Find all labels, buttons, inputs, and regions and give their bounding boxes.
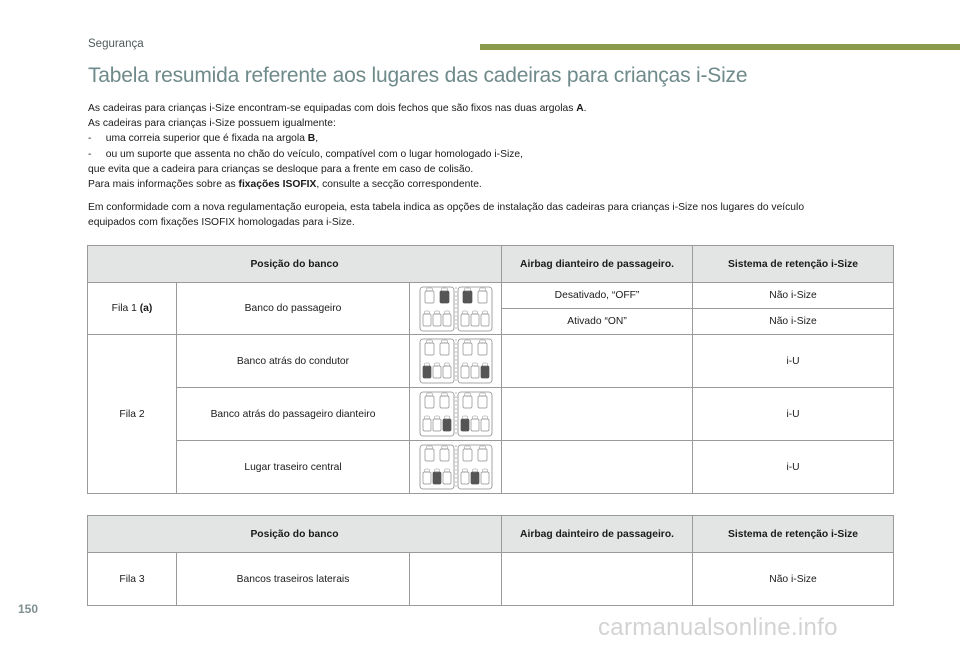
- table-row: [88, 441, 894, 494]
- isize-value: i-U: [693, 335, 894, 388]
- seat-headrest: [482, 311, 487, 314]
- page-title: Tabela resumida referente aos lugares das cadeiras para crianças i-Size: [88, 64, 748, 87]
- header-seat-position: Posição do banco: [88, 246, 502, 283]
- seat-outline: [425, 343, 434, 355]
- seat-headrest: [464, 340, 470, 343]
- table-header-row: [88, 516, 894, 553]
- header-isize-system: Sistema de retenção i-Size: [693, 246, 894, 283]
- seat-outline: [440, 343, 449, 355]
- seat-headrest: [472, 311, 477, 314]
- seat-headrest: [482, 416, 487, 419]
- seat-diagram-cell: [410, 553, 502, 606]
- seat-map-icon: [417, 337, 495, 385]
- selected-seat: [471, 472, 479, 484]
- watermark: carmanualsonline.info: [598, 614, 838, 641]
- ring-label-a: A: [576, 103, 584, 114]
- intro-line: que evita que a cadeira para crianças se desloque para a frente em caso de colisão.: [88, 163, 474, 175]
- table-row: [88, 553, 894, 606]
- seat-name: Banco atrás do condutor: [177, 335, 410, 388]
- intro-line: As cadeiras para crianças i-Size possuem igualmente:: [88, 118, 336, 130]
- seat-outline: [481, 419, 489, 431]
- seat-headrest: [479, 446, 485, 449]
- intro-text-part: ,: [315, 133, 319, 145]
- regulation-line: equipados com fixações ISOFIX homologadas para i-Size.: [88, 217, 355, 229]
- seat-headrest: [479, 340, 485, 343]
- airbag-empty-cell: [502, 388, 693, 441]
- fila-label: Fila 1: [111, 303, 140, 314]
- seat-headrest: [424, 416, 429, 419]
- seat-outline: [433, 314, 441, 326]
- seat-headrest: [426, 446, 432, 449]
- airbag-state: Desativado, “OFF”: [502, 283, 693, 309]
- isize-value: i-U: [693, 441, 894, 494]
- footnote-marker: (a): [139, 303, 153, 314]
- seat-headrest: [441, 446, 447, 449]
- section-label: Segurança: [88, 38, 144, 50]
- selected-seat: [433, 472, 441, 484]
- seat-headrest: [424, 469, 429, 472]
- seat-headrest: [482, 363, 487, 366]
- seat-headrest: [441, 393, 447, 396]
- seat-outline: [461, 472, 469, 484]
- seat-headrest: [434, 416, 439, 419]
- header-airbag: Airbag dainteiro de passageiro.: [502, 516, 693, 553]
- intro-line: [88, 131, 908, 146]
- seat-name: Lugar traseiro central: [177, 441, 410, 494]
- intro-text-part: .: [583, 103, 587, 114]
- intro-line: - ou um suporte que assenta no chão do veículo, compatível com o lugar homologado i-Size,: [88, 148, 524, 160]
- seat-headrest: [462, 363, 467, 366]
- selected-seat: [423, 366, 431, 378]
- isize-value: Não i-Size: [693, 553, 894, 606]
- seat-outline: [478, 449, 487, 461]
- seat-name: Bancos traseiros laterais: [177, 553, 410, 606]
- seat-headrest: [462, 416, 467, 419]
- intro-text-part: As cadeiras para crianças i-Size encontram-se equipadas com dois fechos que são fixos nas duas argolas: [88, 103, 577, 114]
- seat-diagram-cell: [410, 335, 502, 388]
- selected-seat: [440, 291, 449, 303]
- isize-table-row1-2: [87, 245, 894, 494]
- seat-outline: [433, 366, 441, 378]
- seat-headrest: [434, 311, 439, 314]
- isize-value: Não i-Size: [693, 283, 894, 309]
- regulation-line: Em conformidade com a nova regulamentação europeia, esta tabela indica as opções de instalação das cadeiras para crianças i-Size nos lugares do veículo: [88, 202, 805, 213]
- intro-text-part: , consulte a secção correspondente.: [316, 179, 482, 191]
- seat-headrest: [464, 446, 470, 449]
- seat-outline: [423, 419, 431, 431]
- seat-headrest: [434, 363, 439, 366]
- seat-outline: [433, 419, 441, 431]
- seat-headrest: [472, 363, 477, 366]
- seat-headrest: [426, 288, 432, 291]
- seat-outline: [478, 291, 487, 303]
- airbag-empty-cell: [502, 553, 693, 606]
- seat-headrest: [472, 469, 477, 472]
- seat-outline: [425, 291, 434, 303]
- seat-headrest: [424, 311, 429, 314]
- seat-outline: [461, 314, 469, 326]
- seat-headrest: [424, 363, 429, 366]
- seat-outline: [478, 343, 487, 355]
- seat-outline: [440, 449, 449, 461]
- isofix-reference: fixações ISOFIX: [238, 179, 317, 191]
- seat-headrest: [472, 416, 477, 419]
- seat-headrest: [444, 469, 449, 472]
- selected-seat: [443, 419, 451, 431]
- seat-outline: [443, 314, 451, 326]
- table-header-row: [88, 246, 894, 283]
- seat-headrest: [479, 288, 485, 291]
- seat-outline: [425, 396, 434, 408]
- intro-text-part: - uma correia superior que é fixada na argola: [88, 133, 308, 145]
- seat-outline: [425, 449, 434, 461]
- row-label-fila3: Fila 3: [88, 553, 177, 606]
- seat-headrest: [444, 363, 449, 366]
- table-row: [88, 335, 894, 388]
- seat-outline: [481, 314, 489, 326]
- seat-headrest: [479, 393, 485, 396]
- seat-headrest: [426, 393, 432, 396]
- isize-value: i-U: [693, 388, 894, 441]
- seat-outline: [461, 366, 469, 378]
- seat-headrest: [441, 288, 447, 291]
- seat-headrest: [434, 469, 439, 472]
- seat-outline: [440, 396, 449, 408]
- seat-headrest: [464, 393, 470, 396]
- airbag-empty-cell: [502, 335, 693, 388]
- seat-headrest: [482, 469, 487, 472]
- isize-table-row3: [87, 515, 894, 606]
- intro-text: [88, 101, 908, 192]
- selected-seat: [461, 419, 469, 431]
- seat-name: Banco atrás do passageiro dianteiro: [177, 388, 410, 441]
- seat-headrest: [441, 340, 447, 343]
- seat-outline: [481, 472, 489, 484]
- row-label-fila1: [88, 283, 177, 335]
- table-row: [88, 388, 894, 441]
- seat-diagram-cell: [410, 441, 502, 494]
- seat-map-icon: [417, 443, 495, 491]
- seat-outline: [443, 366, 451, 378]
- seat-headrest: [464, 288, 470, 291]
- seat-name: Banco do passageiro: [177, 283, 410, 335]
- intro-line: [88, 177, 908, 192]
- seat-diagram-cell: [410, 388, 502, 441]
- seat-outline: [463, 449, 472, 461]
- selected-seat: [481, 366, 489, 378]
- header-airbag: Airbag dianteiro de passageiro.: [502, 246, 693, 283]
- seat-outline: [443, 472, 451, 484]
- seat-outline: [463, 343, 472, 355]
- header-accent-bar: [480, 44, 960, 50]
- seat-outline: [471, 314, 479, 326]
- seat-headrest: [462, 469, 467, 472]
- seat-outline: [478, 396, 487, 408]
- seat-outline: [471, 366, 479, 378]
- seat-outline: [423, 472, 431, 484]
- seat-diagram-cell: [410, 283, 502, 335]
- seat-map-icon: [417, 285, 495, 333]
- row-label-fila2: Fila 2: [88, 335, 177, 494]
- seat-outline: [471, 419, 479, 431]
- seat-outline: [423, 314, 431, 326]
- seat-map-icon: [417, 390, 495, 438]
- regulation-text: [88, 200, 908, 230]
- header-isize-system: Sistema de retenção i-Size: [693, 516, 894, 553]
- selected-seat: [463, 291, 472, 303]
- ring-label-b: B: [307, 133, 316, 145]
- seat-headrest: [444, 416, 449, 419]
- intro-line: [88, 101, 908, 116]
- seat-headrest: [426, 340, 432, 343]
- airbag-empty-cell: [502, 441, 693, 494]
- table-row: [88, 283, 894, 309]
- page-number: 150: [18, 602, 39, 616]
- airbag-state: Ativado “ON”: [502, 309, 693, 335]
- seat-headrest: [462, 311, 467, 314]
- header-seat-position: Posição do banco: [88, 516, 502, 553]
- isize-value: Não i-Size: [693, 309, 894, 335]
- seat-outline: [463, 396, 472, 408]
- seat-headrest: [444, 311, 449, 314]
- intro-text-part: Para mais informações sobre as: [88, 179, 239, 191]
